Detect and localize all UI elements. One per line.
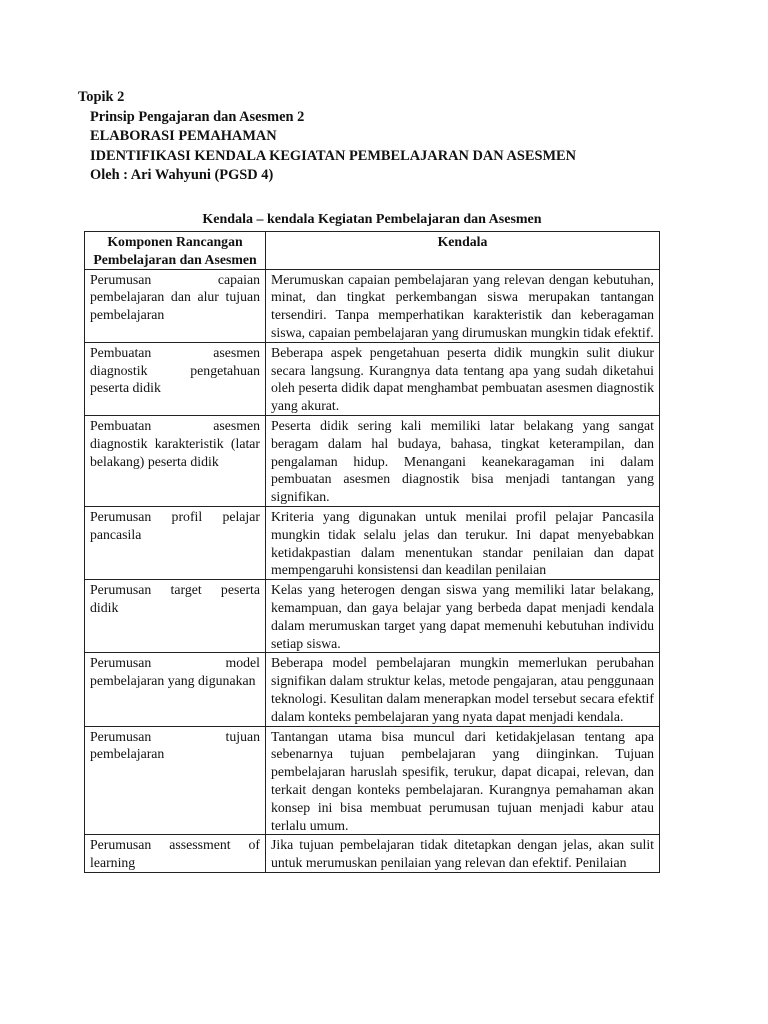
table-row bbox=[85, 726, 660, 835]
column-header-component: Komponen Rancangan Pembelajaran dan Asesmen bbox=[85, 232, 266, 270]
topic-label: Topik 2 bbox=[78, 89, 125, 105]
column-header-obstacle: Kendala bbox=[266, 232, 660, 270]
table-header-row bbox=[85, 232, 660, 270]
table-row bbox=[85, 506, 660, 579]
component-cell: Perumusan profil pelajar pancasila bbox=[85, 506, 266, 579]
obstacle-cell: Peserta didik sering kali memiliki latar belakang yang sangat beragam dalam hal budaya, bahasa, tingkat keterampilan, dan pengalaman hidup. Menangani keanekaragaman ini dalam pembuatan asesmen diagnostik bisa menjadi tantangan yang signifikan. bbox=[266, 415, 660, 506]
subtitle: Prinsip Pengajaran dan Asesmen 2 bbox=[90, 108, 305, 125]
component-cell: Pembuatan asesmen diagnostik pengetahuan peserta didik bbox=[85, 342, 266, 415]
table-caption: Kendala – kendala Kegiatan Pembelajaran dan Asesmen bbox=[202, 212, 542, 227]
obstacle-cell: Merumuskan capaian pembelajaran yang relevan dengan kebutuhan, minat, dan tingkat perkembangan siswa merupakan tantangan tersendiri. Tanpa memperhatikan karakteristik dan keberagaman siswa, capaian pembelajaran yang dirumuskan mungkin tidak efektif. bbox=[266, 269, 660, 342]
obstacle-cell: Tantangan utama bisa muncul dari ketidakjelasan tentang apa sebenarnya tujuan pembelajaran yang diinginkan. Tujuan pembelajaran haruslah spesifik, terukur, dapat dicapai, relevan, dan terkait dengan konteks pembelajaran. Kurangnya pemahaman akan konsep ini bisa membuat perumusan tujuan menjadi kabur atau terlalu umum. bbox=[266, 726, 660, 835]
table-row bbox=[85, 415, 660, 506]
author-line: Oleh : Ari Wahyuni (PGSD 4) bbox=[90, 167, 274, 184]
document-header bbox=[78, 88, 576, 186]
obstacle-cell bbox=[266, 835, 660, 873]
table-row bbox=[85, 269, 660, 342]
component-cell: Perumusan tujuan pembelajaran bbox=[85, 726, 266, 835]
table-row bbox=[85, 653, 660, 726]
document-title: IDENTIFIKASI KENDALA KEGIATAN PEMBELAJARAN DAN ASESMEN bbox=[90, 147, 577, 164]
table-row bbox=[85, 580, 660, 653]
obstacle-cell: Kriteria yang digunakan untuk menilai profil pelajar Pancasila mungkin tidak selalu jelas dan terukur. Ini dapat menyebabkan ketidakpastian dalam menentukan standar penilaian dan dapat mempengaruhi konsistensi dan keadilan penilaian bbox=[266, 506, 660, 579]
table-row bbox=[85, 835, 660, 873]
component-cell: Perumusan target peserta didik bbox=[85, 580, 266, 653]
component-cell: Pembuatan asesmen diagnostik karakteristik (latar belakang) peserta didik bbox=[85, 415, 266, 506]
obstacle-text-clipped: Jika tujuan pembelajaran tidak ditetapkan dengan jelas, akan sulit untuk merumuskan penilaian yang relevan dan efektif. Penilaian bbox=[271, 837, 654, 871]
obstacles-table bbox=[84, 231, 660, 873]
obstacle-cell: Beberapa model pembelajaran mungkin memerlukan perubahan signifikan dalam struktur kelas, metode pengajaran, atau penggunaan teknologi. Kesulitan dalam menerapkan model tersebut secara efektif dalam konteks pembelajaran yang nyata dapat menjadi kendala. bbox=[266, 653, 660, 726]
component-cell: Perumusan assessment of learning bbox=[85, 835, 266, 873]
table-row bbox=[85, 342, 660, 415]
obstacle-cell: Beberapa aspek pengetahuan peserta didik mungkin sulit diukur secara langsung. Kurangnya data tentang apa yang sudah diketahui oleh peserta didik dapat menghambat pembuatan asesmen diagnostik yang akurat. bbox=[266, 342, 660, 415]
obstacle-cell: Kelas yang heterogen dengan siswa yang memiliki latar belakang, kemampuan, dan gaya belajar yang berbeda dapat menjadi kendala dalam merumuskan target yang dapat memenuhi kebutuhan individu setiap siswa. bbox=[266, 580, 660, 653]
section-title: ELABORASI PEMAHAMAN bbox=[90, 128, 277, 145]
component-cell: Perumusan capaian pembelajaran dan alur tujuan pembelajaran bbox=[85, 269, 266, 342]
component-cell: Perumusan model pembelajaran yang digunakan bbox=[85, 653, 266, 726]
